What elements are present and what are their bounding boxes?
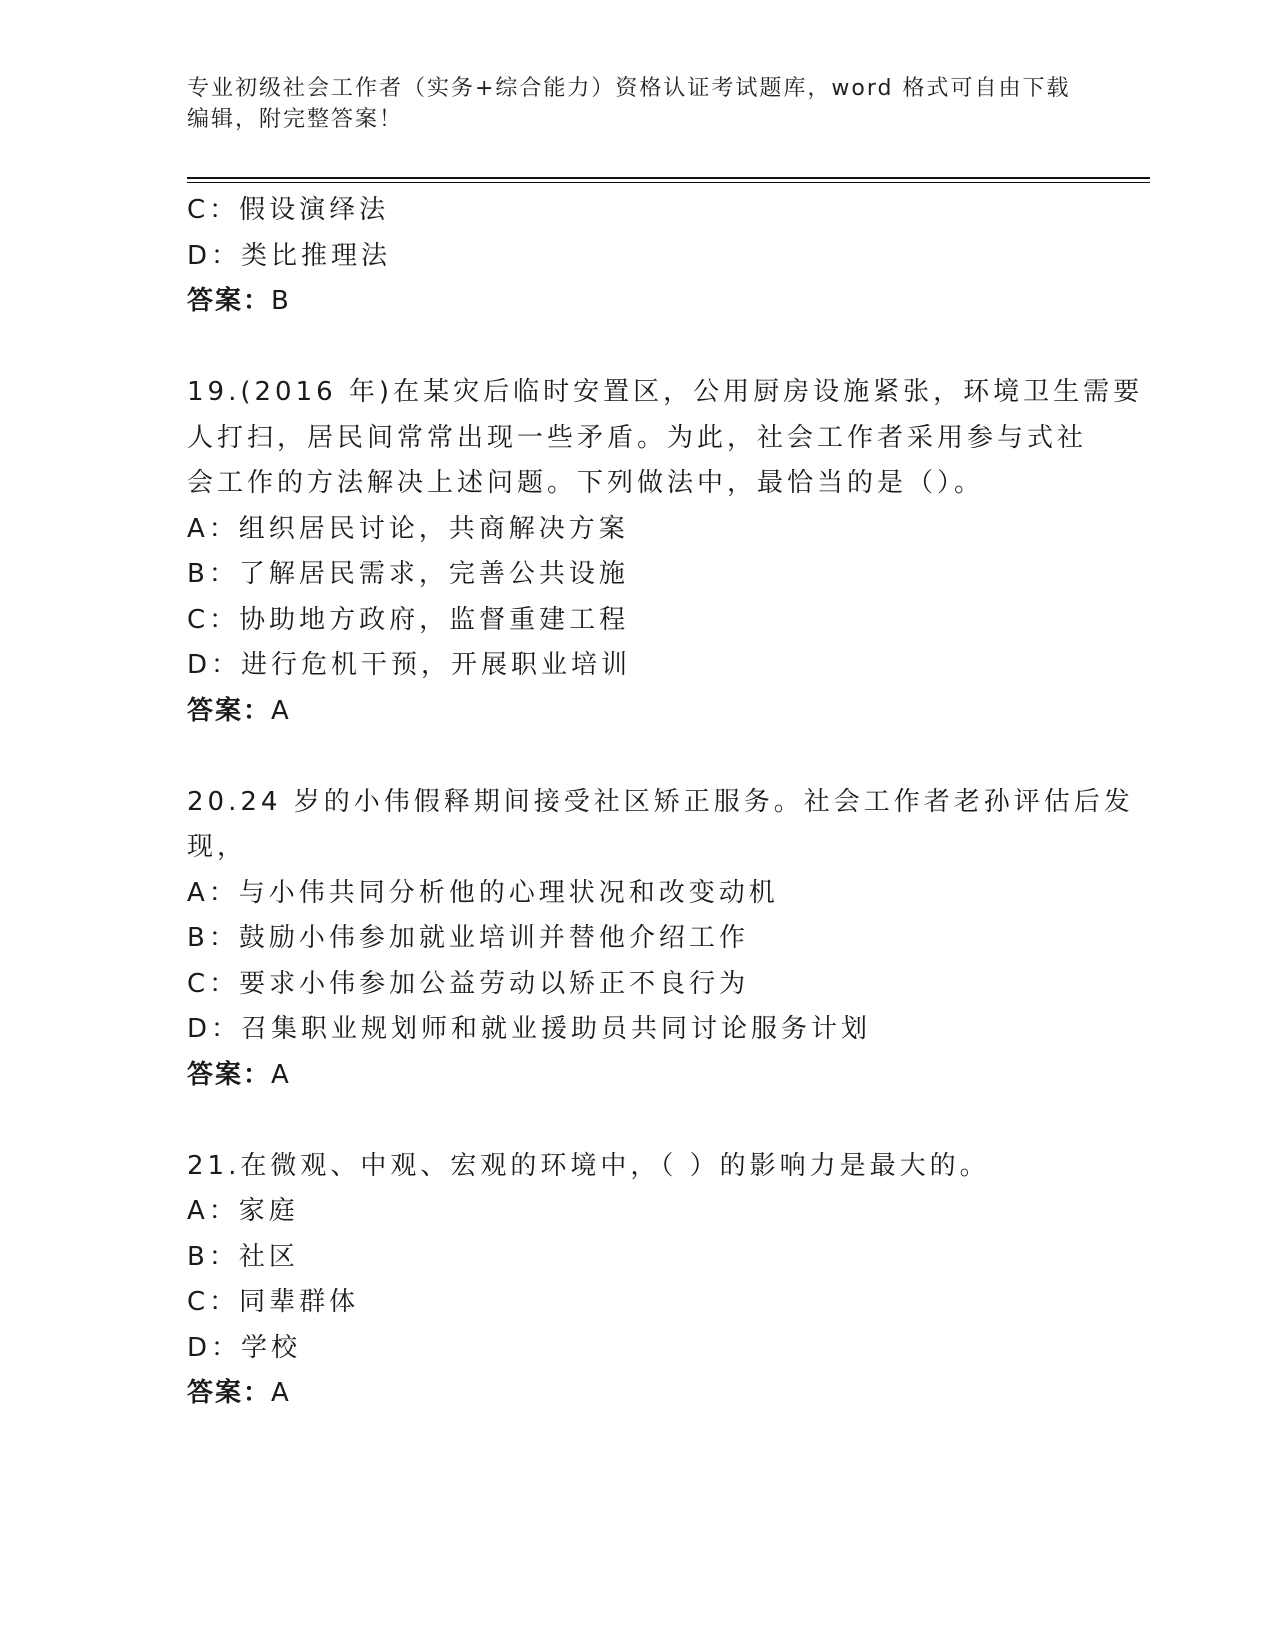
answer-label: 答案： [187,1059,272,1090]
option-c: C：同辈群体 [187,1287,360,1317]
document-header [187,73,1087,135]
option-b: B：社区 [187,1241,299,1272]
answer-line [187,1053,1087,1099]
option-b: B：鼓励小伟参加就业培训并替他介绍工作 [187,923,749,953]
option-c: C：要求小伟参加公益劳动以矫正不良行为 [187,968,750,999]
option-a: A：组织居民讨论，共商解决方案 [187,513,629,544]
question-stem-line: 会工作的方法解决上述问题。下列做法中，最恰当的是（）。 [187,468,985,498]
option-a: A：家庭 [187,1196,299,1226]
spacer [187,734,1087,780]
question-stem-line: 人打扫，居民间常常出现一些矛盾。为此，社会工作者采用参与式社 [187,422,1088,453]
answer-value: A [271,1378,291,1408]
header-divider-thin [187,182,1150,183]
question-20 [187,780,1134,1099]
answer-label: 答案： [187,286,272,316]
question-stem-line: 20.24 岁的小伟假释期间接受社区矫正服务。社会工作者老孙评估后发 [187,786,1134,817]
answer-value: A [271,1059,291,1090]
question-stem-line: 现， [187,832,248,862]
answer-value: A [271,695,291,726]
answer-line [187,689,1087,735]
question-19 [187,370,1144,734]
option-d: D：进行危机干预，开展职业培训 [187,650,632,680]
option-a: A：与小伟共同分析他的心理状况和改变动机 [187,877,779,908]
question-stem-line: 19.(2016 年)在某灾后临时安置区，公用厨房设施紧张，环境卫生需要 [187,377,1144,407]
answer-value: B [271,286,291,316]
question-stem-line: 21.在微观、中观、宏观的环境中，（ ）的影响力是最大的。 [187,1150,990,1181]
answer-line [187,279,1087,325]
option-c: C：假设演绎法 [187,195,390,225]
header-line-1: 专业初级社会工作者（实务+综合能力）资格认证考试题库，word 格式可自由下载 [187,76,1071,101]
option-c: C：协助地方政府，监督重建工程 [187,604,630,635]
option-d: D：类比推理法 [187,240,392,271]
option-d: D：召集职业规划师和就业援助员共同讨论服务计划 [187,1014,872,1044]
header-line-2: 编辑，附完整答案！ [187,107,404,132]
answer-label: 答案： [187,695,272,726]
spacer [187,325,1087,371]
answer-label: 答案： [187,1378,272,1408]
header-divider-thick [187,177,1150,179]
question-21 [187,1144,1087,1417]
option-d: D：学校 [187,1332,302,1363]
spacer [187,1098,1087,1144]
option-b: B：了解居民需求，完善公共设施 [187,559,629,589]
question-list [187,188,1144,1417]
answer-line [187,1371,1087,1417]
question-18-tail [187,188,1087,325]
